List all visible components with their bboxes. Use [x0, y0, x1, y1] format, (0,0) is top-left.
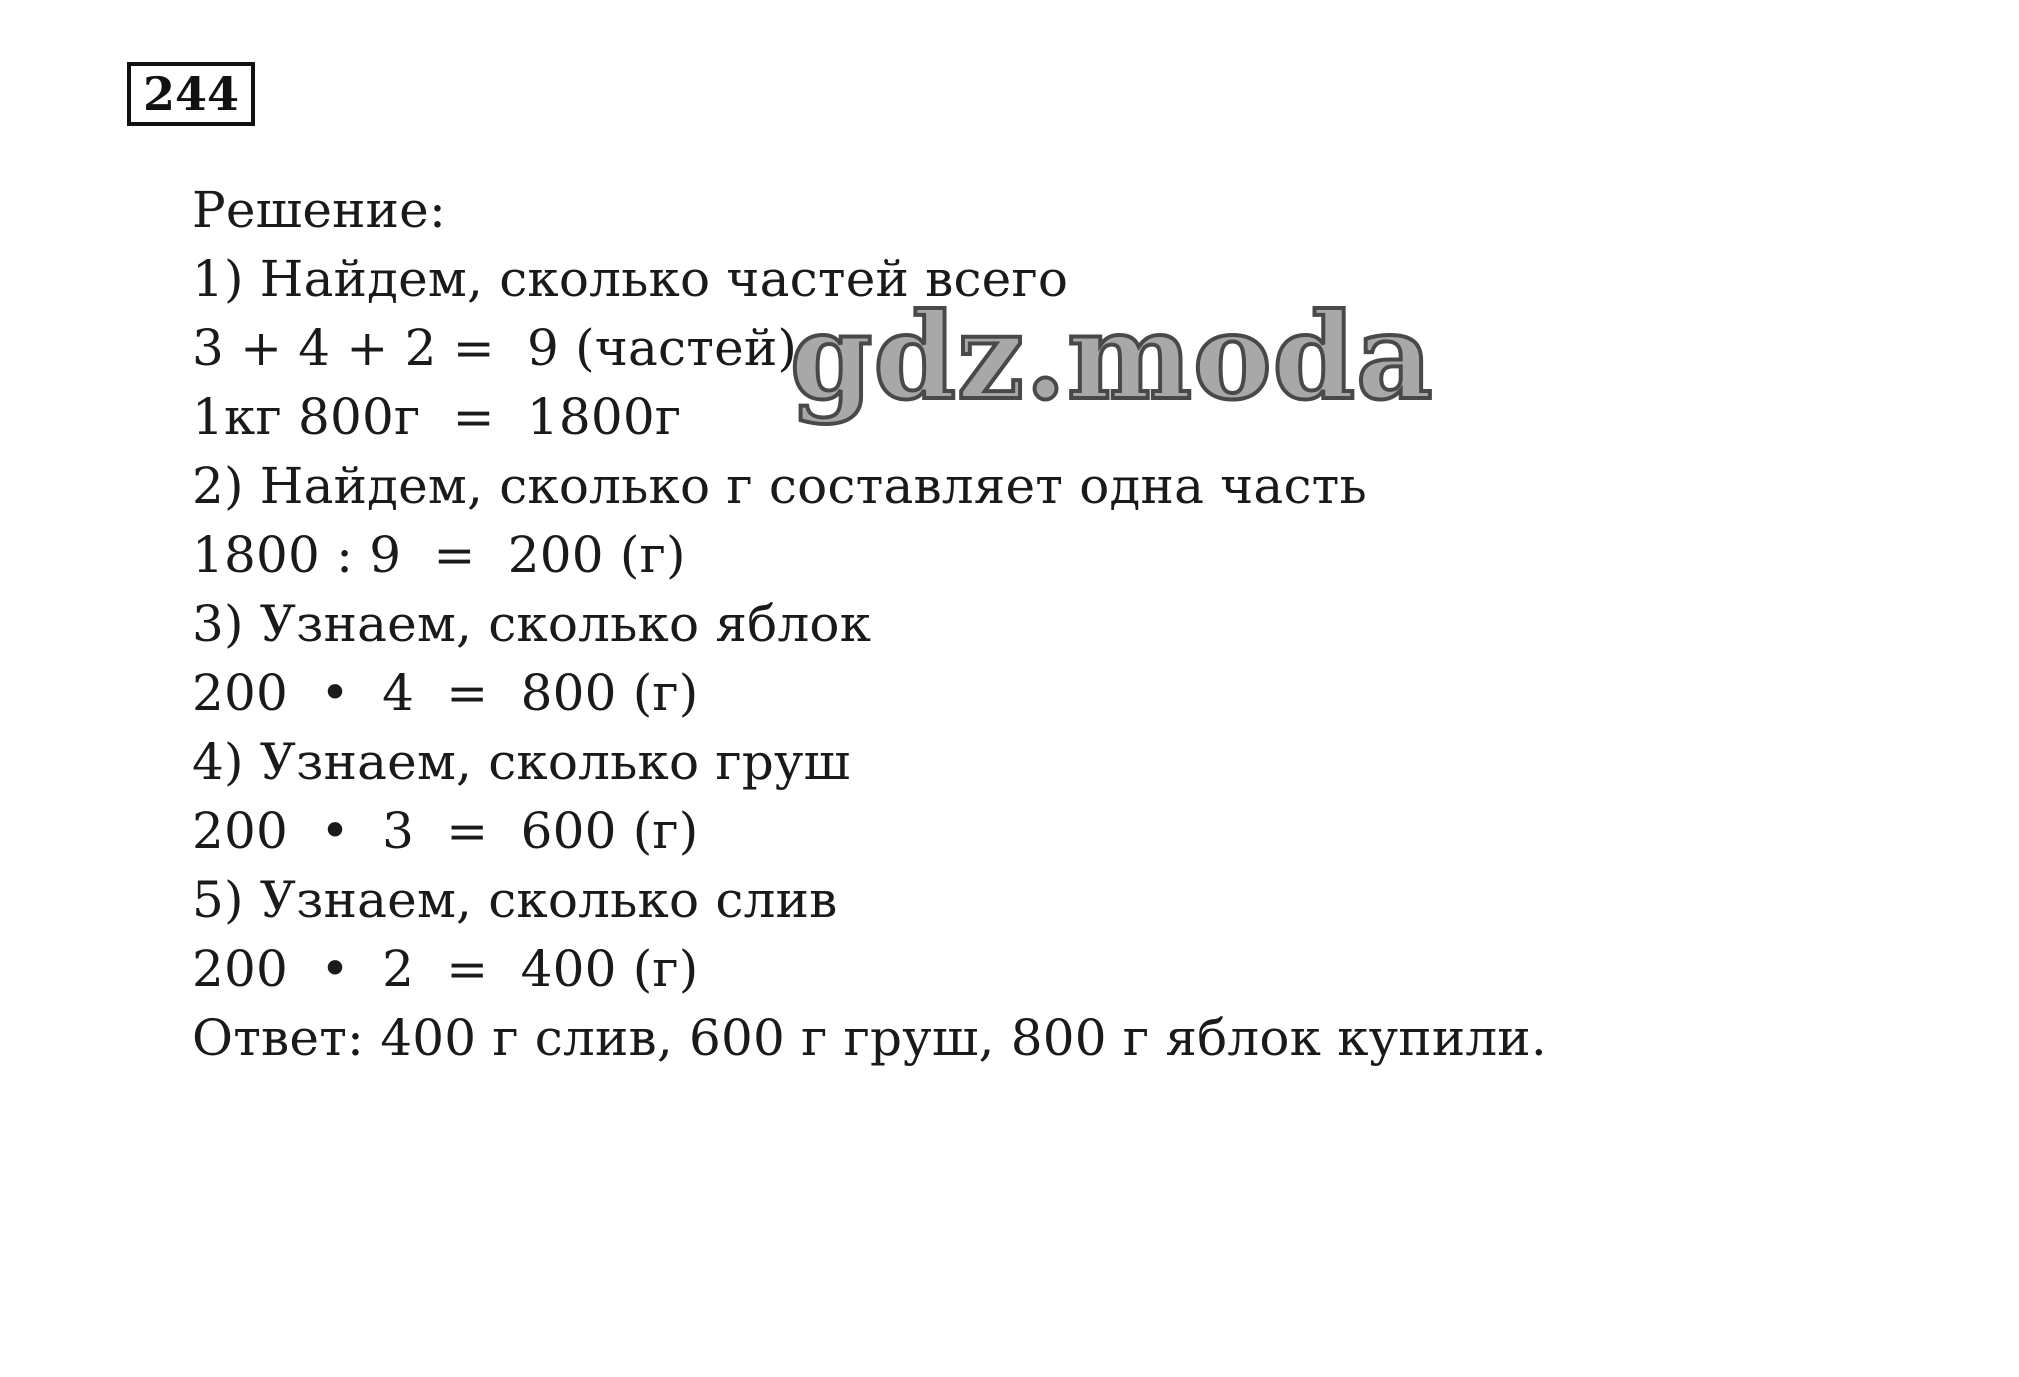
task-number: 244: [127, 62, 255, 126]
watermark-logo: gdz.moda: [790, 287, 1434, 426]
unit-conversion: 1кг 800г = 1800г: [192, 388, 682, 446]
step-3-text: 3) Узнаем, сколько яблок: [192, 595, 872, 653]
step-1-text: 1) Найдем, сколько частей всего: [192, 250, 1069, 308]
step-1-calc: 3 + 4 + 2 = 9 (частей): [192, 319, 798, 377]
step-3-calc: 200 • 4 = 800 (г): [192, 664, 699, 722]
answer: Ответ: 400 г слив, 600 г груш, 800 г яблок купили.: [192, 1009, 1547, 1067]
step-5-text: 5) Узнаем, сколько слив: [192, 871, 838, 929]
step-2-text: 2) Найдем, сколько г составляет одна часть: [192, 457, 1367, 515]
step-4-text: 4) Узнаем, сколько груш: [192, 733, 851, 791]
step-5-calc: 200 • 2 = 400 (г): [192, 940, 699, 998]
solution-heading: Решение:: [192, 181, 446, 239]
step-4-calc: 200 • 3 = 600 (г): [192, 802, 699, 860]
step-2-calc: 1800 : 9 = 200 (г): [192, 526, 686, 584]
